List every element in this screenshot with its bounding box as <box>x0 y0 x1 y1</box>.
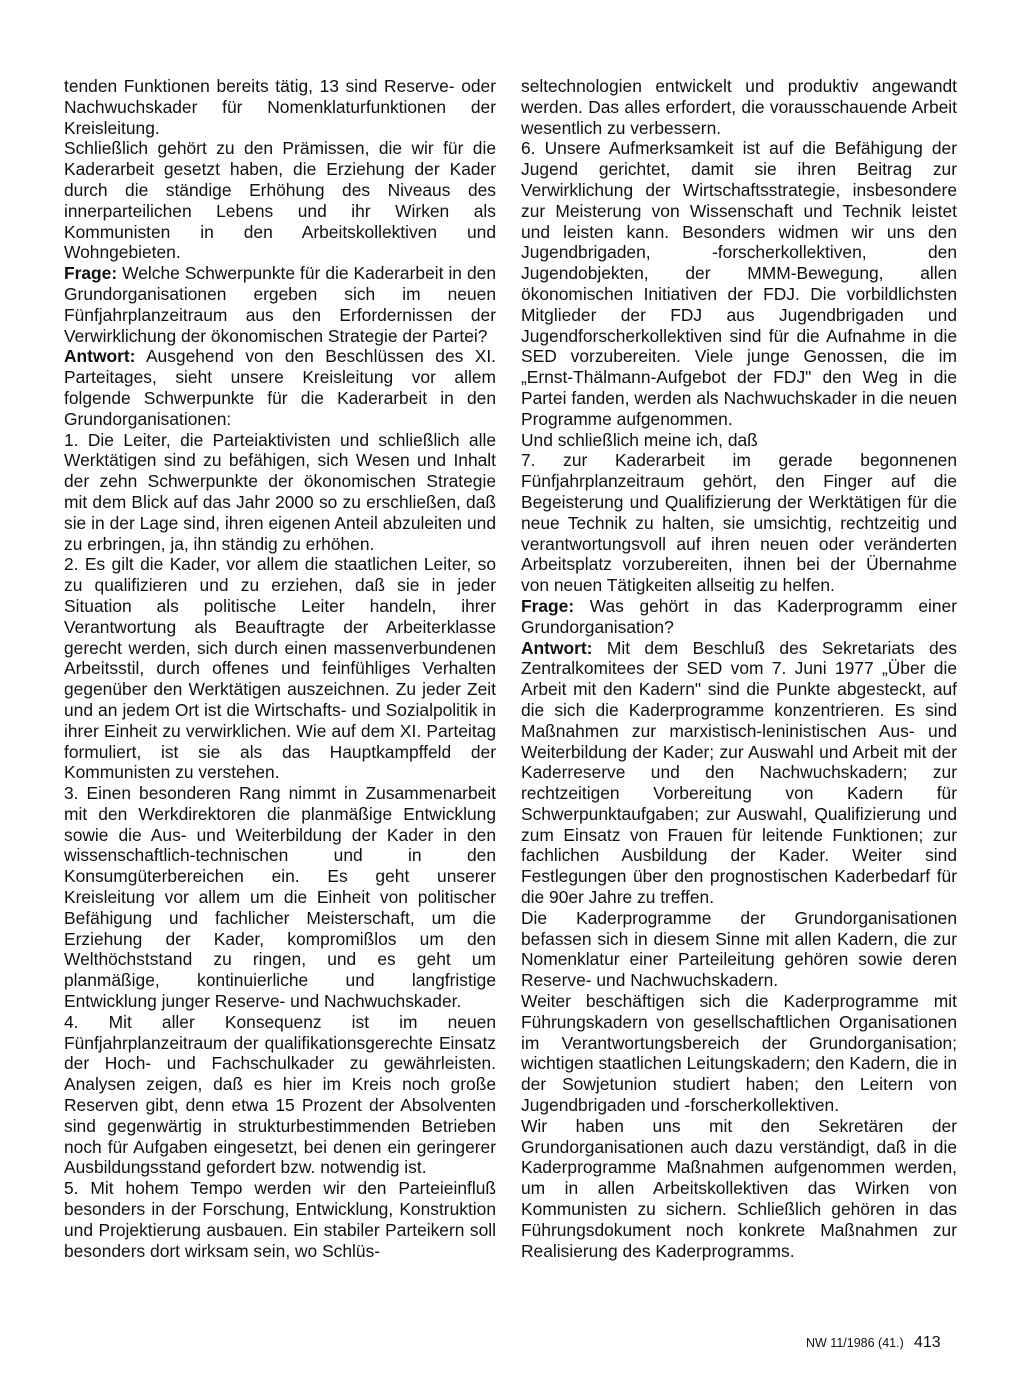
paragraph-text: Welche Schwerpunkte für die Kaderarbeit in den Grundorganisationen ergeben sich im neuen Fünfjahrplanzeitraum aus den Erfordernissen der Verwirklichung der ökonomischen Strategie der Partei? <box>64 263 496 346</box>
left-column <box>64 76 496 1261</box>
paragraph-text: 5. Mit hohem Tempo werden wir den Parteieinfluß besonders in der Forschung, Entwicklung, Konstruktion und Projektierung ausbauen. Ein stabiler Parteikern soll besonders dort wirksam sein, wo Schlüs- <box>64 1178 496 1261</box>
paragraph <box>521 908 957 991</box>
paragraph <box>521 596 957 638</box>
paragraph <box>521 138 957 429</box>
paragraph-text: Mit dem Beschluß des Sekretariats des Zentralkomitees der SED vom 7. Juni 1977 „Über die Arbeit mit den Kadern" sind die Punkte abgesteckt, auf die sich die Kaderprogramme konzentrieren. Es sind Maßnahmen zur marxistisch-leninistischen Aus- und Weiterbildung der Kader; zur Auswahl und Arbeit mit der Kaderreserve und den Nachwuchskadern; zur rechtzeitigen Vorbereitung von Kadern für Schwerpunktaufgaben; zur Auswahl, Qualifizierung und zum Einsatz von Frauen für leitende Funktionen; zur fachlichen Ausbildung der Kader. Weiter sind Festlegungen über den prognostischen Kaderbedarf für die 90er Jahre zu treffen. <box>521 637 957 908</box>
journal-reference: NW 11/1986 (41.) <box>806 1336 904 1350</box>
paragraph-text: 2. Es gilt die Kader, vor allem die staatlichen Leiter, so zu qualifizieren und zu erziehen, daß sie in jeder Situation als politische Leiter handeln, ihrer Verantwortung als Beauftragte der Arbeiterklasse gerecht werden, sich durch einen massenverbundenen Arbeitsstil, durch offenes und feinfühliges Verhalten gegenüber den Werktätigen auszeichnen. Zu jeder Zeit und an jedem Ort ist die Wirtschafts- und Sozialpolitik in ihrer Einheit zu verwirklichen. Wie auf dem XI. Parteitag formuliert, ist sie als das Hauptkampffeld der Kommunisten zu verstehen. <box>64 554 496 783</box>
paragraph-text: Ausgehend von den Beschlüssen des XI. Parteitages, sieht unsere Kreisleitung vor allem folgende Schwerpunkte für die Kaderarbeit in den Grundorganisationen: <box>64 346 496 429</box>
paragraph <box>521 76 957 138</box>
paragraph-text: 6. Unsere Aufmerksamkeit ist auf die Befähigung der Jugend gerichtet, damit sie ihren Beitrag zur Verwirklichung der Wirtschaftsstrategie, insbesondere zur Meisterung von Wissenschaft und Technik leistet und leisten kann. Besonders widmen wir uns den Jugendbrigaden, -forscherkollektiven, den Jugendobjekten, der MMM-Bewegung, allen ökonomischen Initiativen der FDJ. Die vorbildlichsten Mitglieder der FDJ aus Jugendbrigaden und Jugendforscherkollektiven sind für die Aufnahme in die SED vorzubereiten. Viele junge Genossen, die im „Ernst-Thälmann-Aufgebot der FDJ" den Weg in die Partei fanden, werden als Nachwuchskader in die neuen Programme aufgenommen. <box>521 138 957 429</box>
paragraph-label: Frage: <box>521 595 575 616</box>
paragraph-text: 1. Die Leiter, die Parteiaktivisten und schließlich alle Werktätigen sind zu befähigen, sich Wesen und Inhalt der zehn Schwerpunkte der ökonomischen Strategie mit dem Blick auf das Jahr 2000 so zu erschließen, daß sie in der Lage sind, ihren eigenen Anteil abzuleiten und zu erbringen, ja, ihn ständig zu erhöhen. <box>64 429 496 554</box>
paragraph <box>521 991 957 1116</box>
paragraph <box>521 430 957 451</box>
paragraph-text: Und schließlich meine ich, daß <box>521 429 758 450</box>
paragraph-text: 3. Einen besonderen Rang nimmt in Zusammenarbeit mit den Werkdirektoren die planmäßige Entwicklung sowie die Aus- und Weiterbildung der Kader in den wissenschaftlich-technischen und in den Konsumgüterbereichen ein. Es geht unserer Kreisleitung vor allem um die Einheit von politischer Befähigung und fachlicher Meisterschaft, um die Erziehung der Kader, kompromißlos um den Welthöchststand zu ringen, und es geht um planmäßige, kontinuierliche und langfristige Entwicklung junger Reserve- und Nachwuchskader. <box>64 783 496 1012</box>
paragraph-text: seltechnologien entwickelt und produktiv angewandt werden. Das alles erfordert, die vorausschauende Arbeit wesentlich zu verbessern. <box>521 76 957 138</box>
paragraph-text: Wir haben uns mit den Sekretären der Grundorganisationen auch dazu verständigt, daß in die Kaderprogramme Maßnahmen aufgenommen werden, um in allen Arbeitskollektiven das Wirken von Kommunisten zu sichern. Schließlich gehören in das Führungsdokument noch konkrete Maßnahmen zur Realisierung des Kaderprogramms. <box>521 1115 957 1261</box>
paragraph <box>64 1012 496 1178</box>
paragraph <box>64 346 496 429</box>
paragraph-label: Antwort: <box>64 346 136 367</box>
paragraph-label: Antwort: <box>521 637 593 658</box>
paragraph-text: Schließlich gehört zu den Prämissen, die wir für die Kaderarbeit gesetzt haben, die Erziehung der Kader durch die ständige Erhöhung des Niveaus des innerparteilichen Lebens und ihr Wirken als Kommunisten in den Arbeitskollektiven und Wohngebieten. <box>64 138 496 263</box>
paragraph <box>64 783 496 1012</box>
paragraph-text: tenden Funktionen bereits tätig, 13 sind Reserve- oder Nachwuchskader für Nomenklaturfunktionen der Kreisleitung. <box>64 76 496 138</box>
paragraph <box>521 450 957 596</box>
paragraph <box>64 76 496 138</box>
paragraph-text: Die Kaderprogramme der Grundorganisationen befassen sich in diesem Sinne mit allen Kadern, die zur Nomenklatur einer Parteileitung gehören sowie deren Reserve- und Nachwuchskadern. <box>521 907 957 991</box>
page-number: 413 <box>914 1334 941 1351</box>
paragraph <box>64 138 496 263</box>
paragraph-label: Frage: <box>64 263 118 284</box>
paragraph-text: 7. zur Kaderarbeit im gerade begonnenen Fünfjahrplanzeitraum gehört, den Finger auf die Begeisterung und Qualifizierung der Werktätigen für die neue Technik zu halten, sie umsichtig, rechtzeitig und verantwortungsvoll auf ihren neuen oder veränderten Arbeitsplatz vorzubereiten, ihnen bei der Übernahme von neuen Tätigkeiten allseitig zu helfen. <box>521 450 957 596</box>
paragraph <box>64 554 496 783</box>
paragraph <box>64 1178 496 1261</box>
paragraph-text: Weiter beschäftigen sich die Kaderprogramme mit Führungskadern von gesellschaftlichen Organisationen im Verantwortungsbereich der Grundorganisation; wichtigen staatlichen Leitungskadern; den Kadern, die in der Sowjetunion studiert haben; den Leitern von Jugendbrigaden und -forscherkollektiven. <box>521 991 957 1116</box>
paragraph-text: 4. Mit aller Konsequenz ist im neuen Fünfjahrplanzeitraum der qualifikationsgerechte Einsatz der Hoch- und Fachschulkader zu gewährleisten. Analysen zeigen, daß es hier im Kreis noch große Reserven gibt, denn etwa 15 Prozent der Absolventen sind gegenwärtig in strukturbestimmenden Betrieben noch für Aufgaben eingesetzt, bei denen ein geringerer Ausbildungsstand gefordert bzw. notwendig ist. <box>64 1011 496 1178</box>
paragraph <box>521 638 957 908</box>
paragraph <box>521 1116 957 1262</box>
paragraph <box>64 263 496 346</box>
right-column <box>521 76 957 1261</box>
paragraph <box>64 430 496 555</box>
paragraph-text: Was gehört in das Kaderprogramm einer Grundorganisation? <box>521 595 957 637</box>
